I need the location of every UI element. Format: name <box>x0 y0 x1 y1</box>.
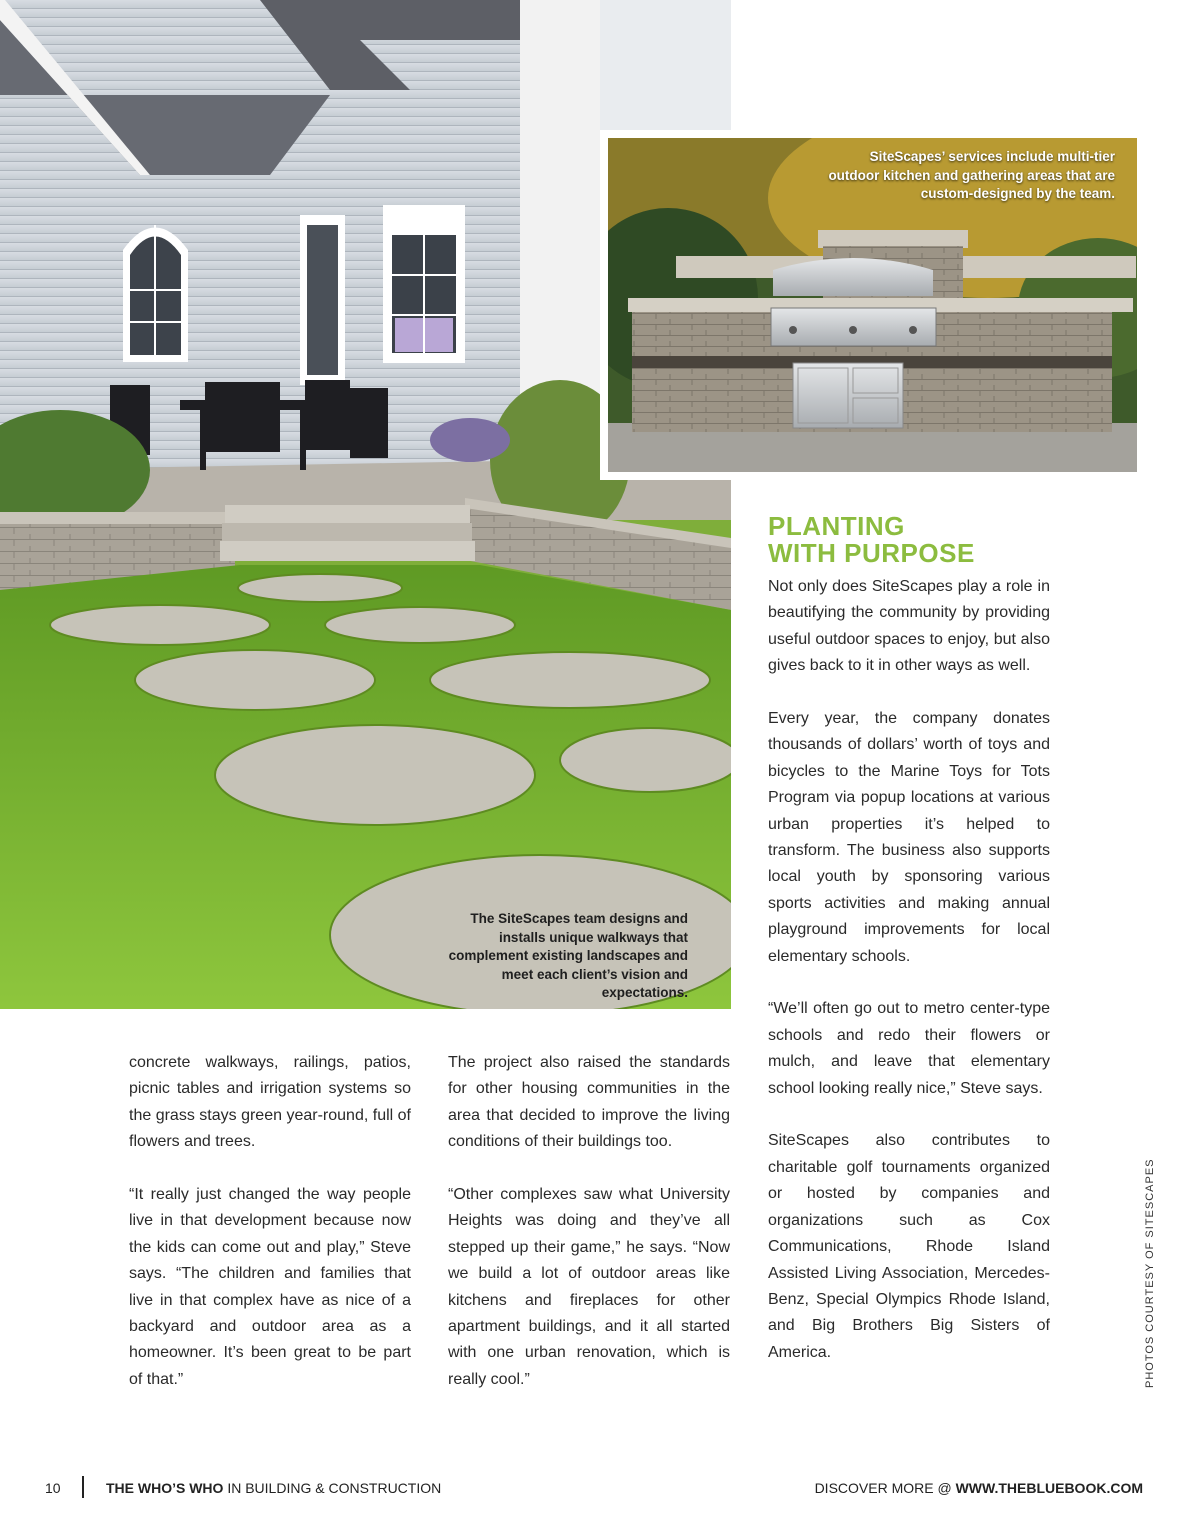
main-photo-caption: The SiteScapes team designs and installs unique walkways that complement existing landscapes and meet each client’s vision and expectations. <box>448 911 688 1000</box>
page-footer <box>0 1470 1200 1506</box>
page-number: 10 <box>45 1480 61 1496</box>
paragraph: “It really just changed the way people live in that development because now the kids can come out and play,” Steve says. “The children and families that live in that complex have as nice of a backyard and outdoor area as a homeowner. It’s been great to be part of that.” <box>129 1186 411 1388</box>
section-heading <box>768 513 1068 567</box>
publication-title-rest: IN BUILDING & CONSTRUCTION <box>223 1480 442 1496</box>
middle-column <box>448 1050 730 1420</box>
discover-more <box>815 1480 1143 1496</box>
paragraph: “We’ll often go out to metro center-type schools and redo their flowers or mulch, and leave that elementary school looking really nice,” Steve says. <box>768 1000 1050 1097</box>
paragraph: SiteScapes also contributes to charitable golf tournaments organized or hosted by companies and organizations such as Cox Communications, Rhode Island Assisted Living Association, Mercedes-Benz, Special Olympics Rhode Island, and Big Brothers Big Sisters of America. <box>768 1132 1050 1361</box>
paragraph: Every year, the company donates thousands of dollars’ worth of toys and bicycles to the Marine Toys for Tots Program via popup locations at various urban properties it’s helped to transform. The business also supports local youth by sponsoring various sports activities and making annual playground improvements for local elementary schools. <box>768 710 1050 965</box>
paragraph: “Other complexes saw what University Heights was doing and they’ve all stepped up their game,” he says. “Now we build a lot of outdoor areas like kitchens and fireplaces for other apartment buildings, and it all started with one urban renovation, which is really cool.” <box>448 1186 730 1388</box>
publication-title-bold: THE WHO’S WHO <box>106 1480 224 1496</box>
discover-prefix: DISCOVER MORE @ <box>814 1480 956 1496</box>
photo-credit: PHOTOS COURTESY OF SITESCAPES <box>1144 1158 1156 1388</box>
inset-photo-frame <box>600 130 1145 480</box>
right-column <box>768 574 1050 1393</box>
paragraph: concrete walkways, railings, patios, picnic tables and irrigation systems so the grass stays green year-round, full of flowers and trees. <box>129 1054 411 1151</box>
left-column <box>129 1050 411 1420</box>
website-link[interactable]: WWW.THEBLUEBOOK.COM <box>955 1480 1143 1496</box>
paragraph: Not only does SiteScapes play a role in beautifying the community by providing useful outdoor spaces to enjoy, but also gives back to it in other ways as well. <box>768 578 1050 675</box>
inset-photo-caption: SiteScapes’ services include multi-tier outdoor kitchen and gathering areas that are custom-designed by the team. <box>828 149 1115 201</box>
footer-divider <box>82 1476 84 1498</box>
heading-line-2: WITH PURPOSE <box>768 538 975 568</box>
paragraph: The project also raised the standards for other housing communities in the area that decided to improve the living conditions of their buildings too. <box>448 1054 730 1151</box>
inset-photo <box>608 138 1137 472</box>
heading-line-1: PLANTING <box>768 511 905 541</box>
publication-title <box>106 1480 441 1496</box>
